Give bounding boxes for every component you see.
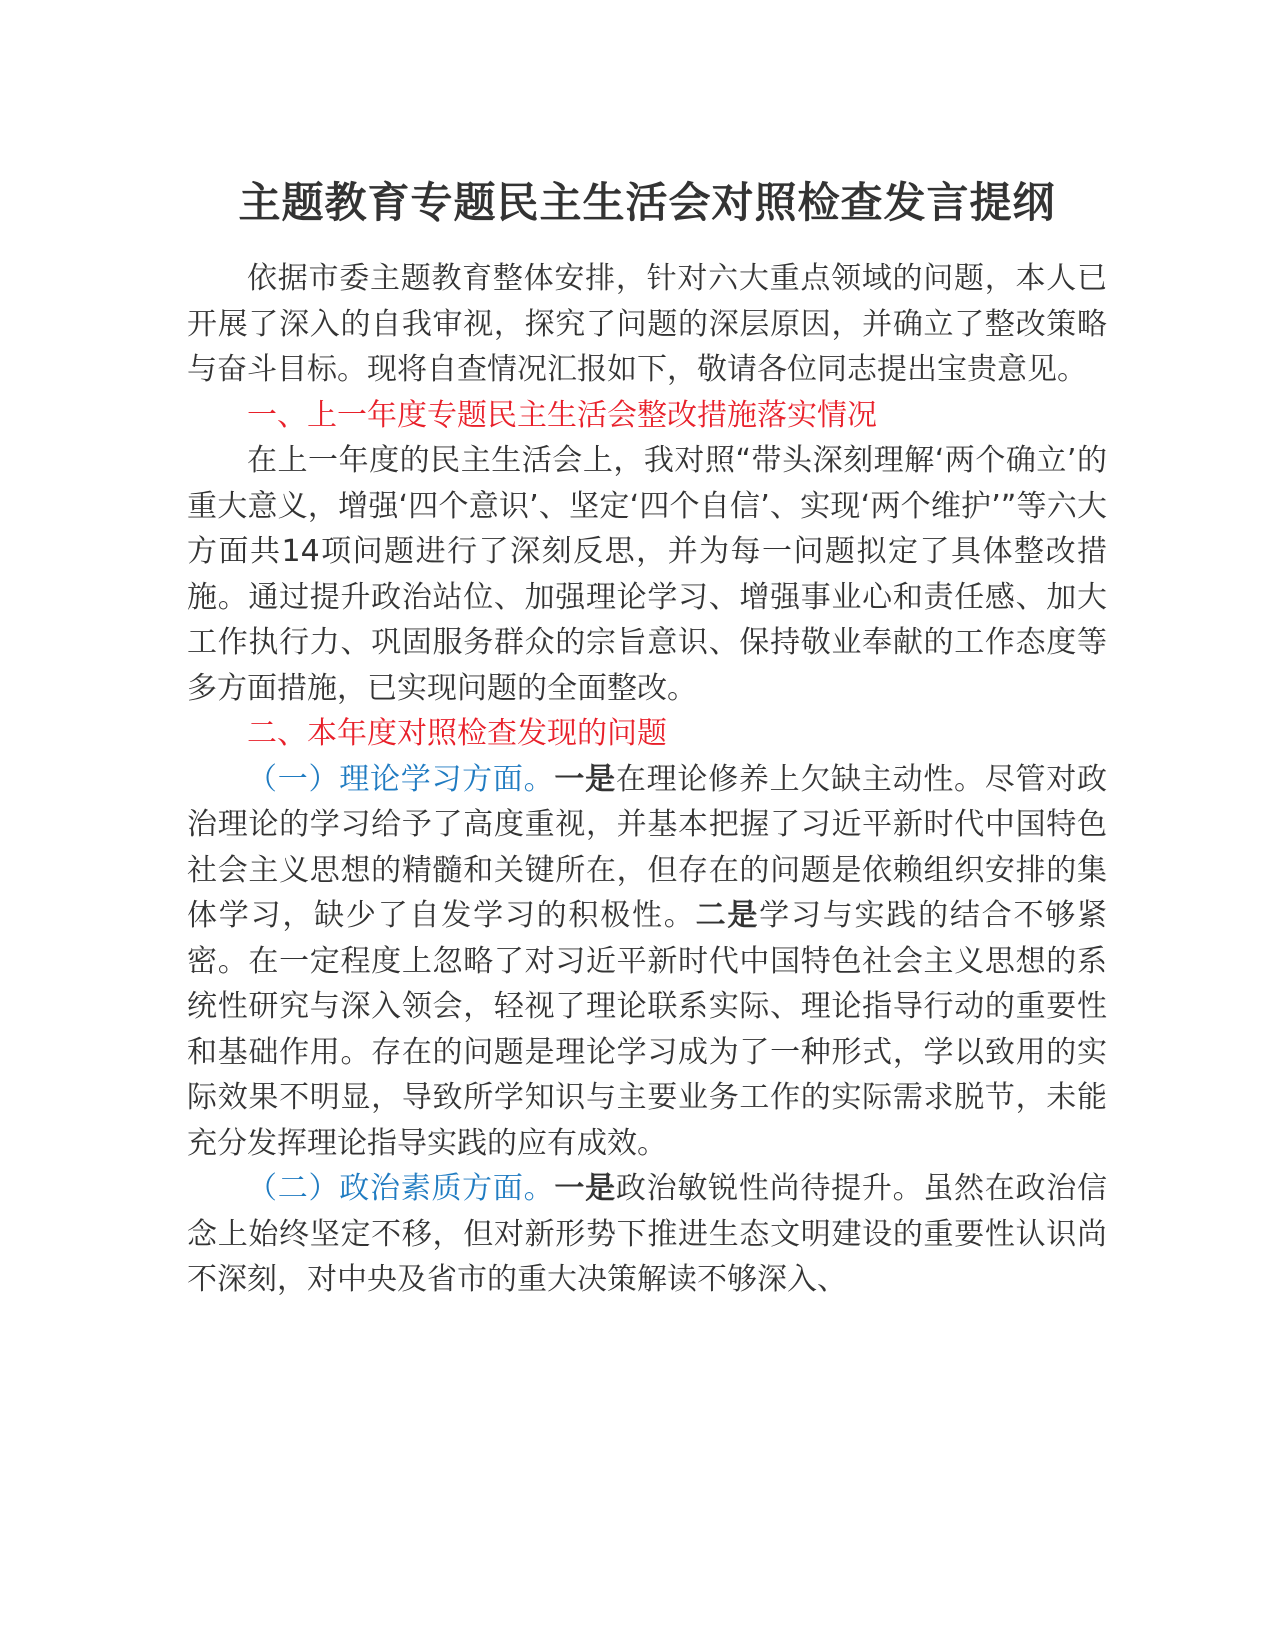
section-2-heading: 二、本年度对照检查发现的问题 — [247, 716, 667, 751]
section-2-item-2-paragraph — [187, 1166, 1107, 1303]
section-2-item-1-paragraph — [187, 757, 1107, 1167]
item-2-first-text: 政治敏锐性尚待提升。虽然在政治信念上始终坚定不移，但对新形势下推进生态文明建设的重要性认识尚不深刻，对中央及省市的重大决策解读不够深入、 — [187, 1171, 1108, 1297]
section-1-body: 在上一年度的民主生活会上，我对照“带头深刻理解‘两个确立’的重大意义，增强‘四个意识’、坚定‘四个自信’、实现‘两个维护’”等六大方面共14项问题进行了深刻反思，并为每一问题拟定了具体整改措施。通过提升政治站位、加强理论学习、增强事业心和责任感、加大工作执行力、巩固服务群众的宗旨意识、保持敬业奉献的工作态度等多方面措施，已实现问题的全面整改。 — [187, 443, 1107, 706]
item-1-first-marker: 一是 — [554, 761, 616, 797]
item-1-first-text: 在理论修养上欠缺主动性。尽管对政治理论的学习给予了高度重视，并基本把握了习近平新时代中国特色社会主义思想的精髓和关键所在，但存在的问题是依赖组织安排的集体学习，缺少了自发学习的积极性。 — [187, 761, 1108, 933]
item-1-second-marker: 二是 — [695, 898, 760, 933]
item-1-label: （一）理论学习方面。 — [247, 761, 555, 797]
intro-paragraph: 依据市委主题教育整体安排，针对六大重点领域的问题，本人已开展了深入的自我审视，探究了问题的深层原因，并确立了整改策略与奋斗目标。现将自查情况汇报如下，敬请各位同志提出宝贵意见。 — [187, 261, 1107, 387]
item-2-first-marker: 一是 — [554, 1171, 616, 1206]
document-page — [187, 170, 1107, 1303]
document-title: 主题教育专题民主生活会对照检查发言提纲 — [238, 178, 1056, 227]
item-1-second-text: 学习与实践的结合不够紧密。在一定程度上忽略了对习近平新时代中国特色社会主义思想的系统性研究与深入领会，轻视了理论联系实际、理论指导行动的重要性和基础作用。存在的问题是理论学习成为了一种形式，学以致用的实际效果不明显，导致所学知识与主要业务工作的实际需求脱节，未能充分发挥理论指导实践的应有成效。 — [187, 898, 1108, 1161]
section-1-heading: 一、上一年度专题民主生活会整改措施落实情况 — [247, 397, 877, 433]
item-2-label: （二）政治素质方面。 — [247, 1171, 555, 1206]
